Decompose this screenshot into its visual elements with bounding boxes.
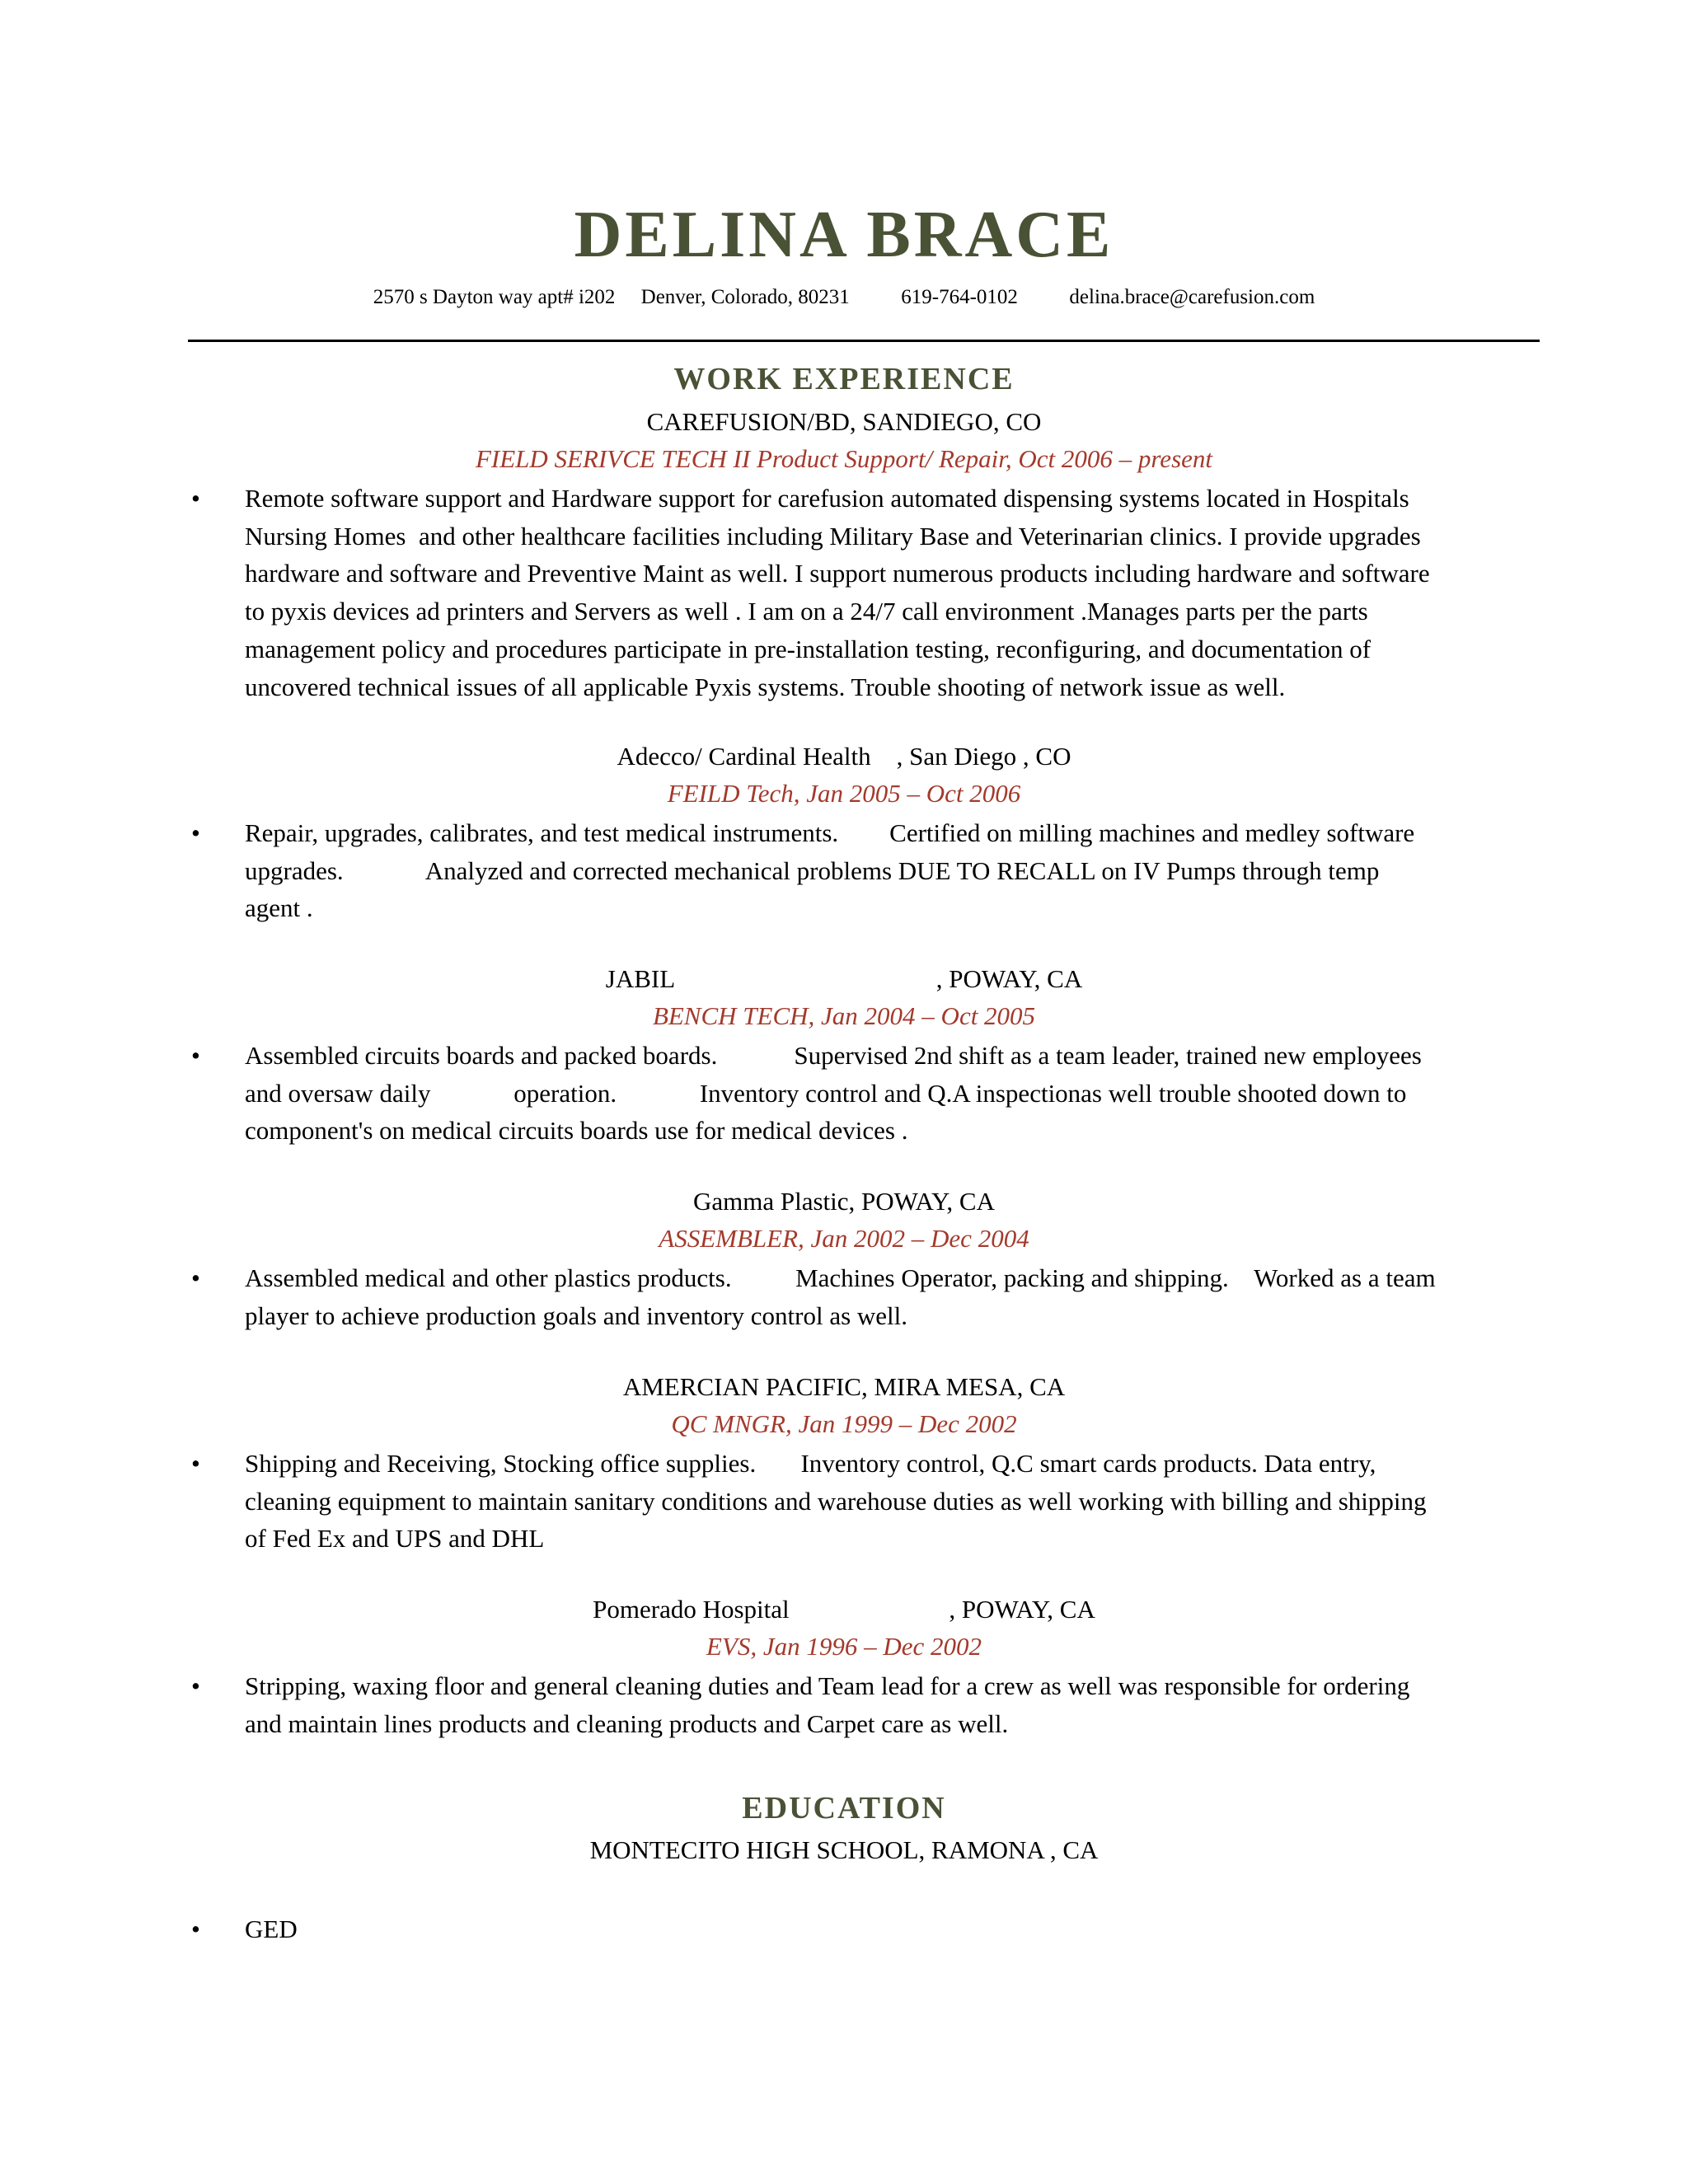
job-employer: JABIL , POWAY, CA (605, 964, 1083, 993)
candidate-name: DELINA BRACE (574, 199, 1114, 271)
job-employer: CAREFUSION/BD, SANDIEGO, CO (646, 407, 1042, 436)
bullet-icon: • (191, 818, 200, 847)
job-description: Assembled medical and other plastics products. Machines Operator, packing and shipping. Worked as a team player to achieve production goals and inventory control as well. (245, 1263, 1436, 1330)
job-role: EVS, Jan 1996 – Dec 2002 (706, 1632, 982, 1661)
education-heading: EDUCATION (742, 1791, 946, 1825)
education-school: MONTECITO HIGH SCHOOL, RAMONA , CA (589, 1835, 1099, 1864)
job-role: ASSEMBLER, Jan 2002 – Dec 2004 (659, 1224, 1029, 1253)
header-divider (188, 340, 1540, 342)
job-employer: AMERCIAN PACIFIC, MIRA MESA, CA (622, 1372, 1066, 1401)
contact-line: 2570 s Dayton way apt# i202 Denver, Colorado, 80231 619-764-0102 delina.brace@carefusion.com (373, 286, 1315, 308)
job-description: Remote software support and Hardware support for carefusion automated dispensing systems located in Hospitals Nursing Homes and other healthcare facilities including Military Base and Veterinarian clinics. I provide upgrades hardware and software and Preventive Maint as well. I support numerous products including hardware and software to pyxis devices ad printers and Servers as well . I am on a 24/7 call environment .Manages parts per the parts management policy and procedures participate in pre-installation testing, reconfiguring, and documentation of uncovered technical issues of all applicable Pyxis systems. Trouble shooting of network issue as well. (245, 484, 1430, 701)
bullet-icon: • (191, 1041, 200, 1070)
job-description: Shipping and Receiving, Stocking office supplies. Inventory control, Q.C smart cards products. Data entry, cleaning equipment to maintain sanitary conditions and warehouse duties as well working with billing and shipping of Fed Ex and UPS and DHL (245, 1449, 1427, 1554)
job-role: BENCH TECH, Jan 2004 – Oct 2005 (652, 1001, 1036, 1030)
job-employer: Adecco/ Cardinal Health , San Diego , CO (617, 742, 1071, 771)
job-role: FIELD SERIVCE TECH II Product Support/ Repair, Oct 2006 – present (475, 444, 1213, 473)
job-description: Stripping, waxing floor and general cleaning duties and Team lead for a crew as well was responsible for ordering and maintain lines products and cleaning products and Carpet care as well. (245, 1671, 1410, 1738)
bullet-icon: • (191, 1449, 200, 1478)
bullet-icon: • (191, 1263, 200, 1292)
job-description: Assembled circuits boards and packed boards. Supervised 2nd shift as a team leader, trained new employees and oversaw daily operation. Inventory control and Q.A inspectionas well trouble shooted down to component's on medical circuits boards use for medical devices . (245, 1041, 1422, 1146)
job-role: FEILD Tech, Jan 2005 – Oct 2006 (667, 779, 1021, 808)
job-employer: Pomerado Hospital , POWAY, CA (593, 1595, 1095, 1624)
job-role: QC MNGR, Jan 1999 – Dec 2002 (671, 1409, 1017, 1438)
bullet-icon: • (191, 1671, 200, 1700)
work-experience-heading: WORK EXPERIENCE (673, 362, 1015, 396)
job-description: Repair, upgrades, calibrates, and test medical instruments. Certified on milling machines and medley software upgrades. Analyzed and corrected mechanical problems DUE TO RECALL on IV Pumps through temp agent . (245, 818, 1415, 923)
education-item: GED (245, 1915, 298, 1943)
bullet-icon: • (191, 484, 200, 513)
job-employer: Gamma Plastic, POWAY, CA (693, 1187, 995, 1216)
bullet-icon: • (191, 1915, 200, 1943)
